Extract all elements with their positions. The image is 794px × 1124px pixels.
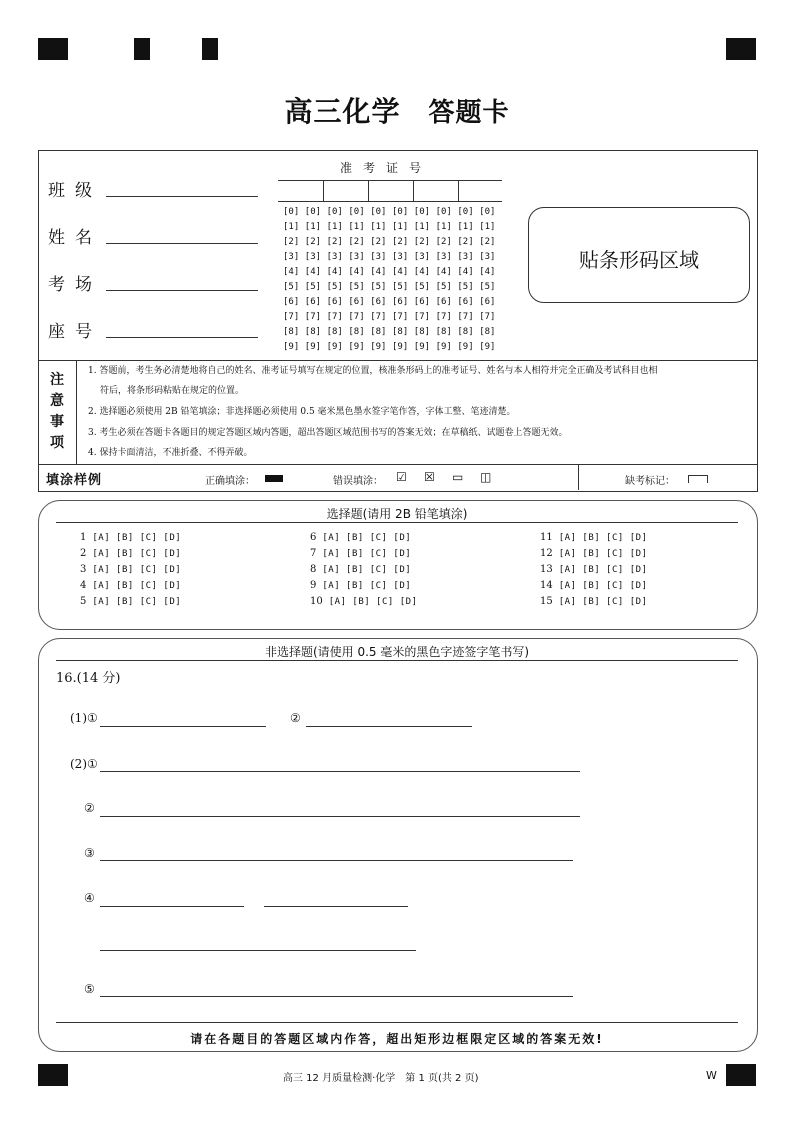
exam-number-bubble[interactable]: [9] — [413, 342, 431, 352]
choice-question-number: 15 — [540, 596, 553, 607]
divider — [56, 522, 738, 523]
choice-options[interactable]: [A] [B] [C] [D] — [558, 597, 648, 607]
choice-question-number: 6 — [310, 532, 317, 543]
page-info: 高三 12 月质量检测·化学 第 1 页(共 2 页) — [283, 1073, 479, 1084]
field-label: 姓名 — [48, 228, 102, 248]
choice-question[interactable] — [310, 564, 411, 575]
exam-number-bubble[interactable]: [2] — [435, 237, 452, 247]
choice-question-number: 3 — [80, 564, 87, 575]
exam-number-bubble[interactable]: [2] — [392, 237, 409, 247]
choice-options[interactable]: [A] [B] [C] [D] — [92, 565, 182, 575]
choice-section-title: 选择题(请用 2B 铅笔填涂) — [326, 507, 468, 521]
choice-question[interactable] — [80, 548, 181, 559]
divider — [56, 660, 738, 661]
choice-question-number: 13 — [540, 564, 553, 575]
alignment-mark — [38, 1064, 68, 1086]
choice-question[interactable] — [80, 564, 181, 575]
exam-number-bubble[interactable]: [0] — [479, 207, 496, 217]
exam-number-bubble[interactable]: [3] — [457, 252, 474, 262]
choice-question[interactable] — [540, 596, 648, 607]
exam-number-bubble[interactable]: [4] — [435, 267, 452, 277]
exam-number-bubble[interactable]: [2] — [413, 237, 431, 247]
answer-label-2-1: (2)① — [70, 757, 98, 771]
answer-area-warning: 请在各题目的答题区域内作答，超出矩形边框限定区域的答案无效! — [190, 1032, 604, 1046]
exam-number-bubble[interactable]: [0] — [435, 207, 452, 217]
exam-number-bubble[interactable]: [1] — [392, 222, 409, 232]
exam-number-bubble[interactable]: [7] — [326, 312, 343, 322]
choice-question[interactable] — [80, 580, 181, 591]
exam-number-bubble[interactable]: [9] — [479, 342, 496, 352]
exam-number-bubble[interactable]: [4] — [304, 267, 322, 277]
exam-number-bubble[interactable]: [0] — [283, 207, 300, 217]
exam-number-bubble[interactable]: [8] — [326, 327, 343, 337]
absent-mark-box[interactable] — [688, 475, 708, 483]
exam-number-bubble[interactable]: [5] — [479, 282, 496, 292]
wrong-fill-sample-partial: ▭ — [452, 470, 464, 484]
exam-number-bubble[interactable]: [8] — [392, 327, 409, 337]
wrong-fill-sample-half: ◫ — [480, 470, 492, 484]
choice-options[interactable]: [A] [B] [C] [D] — [322, 581, 412, 591]
exam-number-bubble[interactable]: [1] — [413, 222, 431, 232]
choice-question-number: 11 — [540, 532, 553, 543]
exam-number-bubble[interactable]: [7] — [435, 312, 452, 322]
exam-number-bubble[interactable]: [2] — [304, 237, 322, 247]
exam-number-bubble[interactable]: [9] — [370, 342, 387, 352]
choice-options[interactable]: [A] [B] [C] [D] — [322, 565, 412, 575]
fill-sample-label: 填涂样例 — [46, 473, 103, 488]
exam-number-bubble[interactable]: [3] — [370, 252, 387, 262]
choice-question-number: 7 — [310, 548, 317, 559]
answer-line-2-5[interactable] — [100, 996, 573, 997]
exam-number-bubble[interactable]: [1] — [283, 222, 300, 232]
exam-number-bubble[interactable]: [2] — [370, 237, 387, 247]
alignment-mark — [202, 38, 218, 60]
exam-number-bubble[interactable]: [1] — [304, 222, 322, 232]
absent-mark-label: 缺考标记： — [625, 476, 675, 487]
answer-line-2-1[interactable] — [100, 771, 580, 772]
divider — [578, 464, 579, 490]
field-input-line[interactable] — [106, 243, 258, 244]
exam-number-bubble[interactable]: [9] — [283, 342, 300, 352]
exam-number-cell-divider — [323, 180, 324, 201]
exam-number-bubble[interactable]: [5] — [457, 282, 474, 292]
exam-number-bubble[interactable]: [2] — [348, 237, 365, 247]
exam-number-bubble[interactable]: [0] — [348, 207, 365, 217]
exam-number-bubble[interactable]: [1] — [348, 222, 365, 232]
exam-number-bubble[interactable]: [8] — [283, 327, 300, 337]
exam-number-cell-divider — [458, 180, 459, 201]
barcode-area — [528, 207, 750, 303]
exam-number-bubble[interactable]: [6] — [370, 297, 387, 307]
choice-options[interactable]: [A] [B] [C] [D] — [92, 533, 182, 543]
answer-label-1-2: ② — [290, 711, 301, 725]
choice-question[interactable] — [310, 532, 411, 543]
exam-number-bubble[interactable]: [7] — [392, 312, 409, 322]
exam-number-bubble[interactable]: [7] — [413, 312, 431, 322]
choice-options[interactable]: [A] [B] [C] [D] — [92, 581, 182, 591]
title-main: 高三化学 — [284, 95, 401, 128]
exam-number-bubble[interactable]: [4] — [457, 267, 474, 277]
exam-number-bubble[interactable]: [2] — [457, 237, 474, 247]
answer-line-2-3[interactable] — [100, 860, 573, 861]
alignment-mark — [38, 38, 68, 60]
alignment-mark — [134, 38, 150, 60]
exam-number-bubble[interactable]: [9] — [457, 342, 474, 352]
alignment-mark — [726, 38, 756, 60]
answer-label-2-2: ② — [84, 801, 95, 815]
exam-number-bubble[interactable]: [9] — [326, 342, 343, 352]
exam-number-bubble[interactable]: [0] — [304, 207, 322, 217]
exam-number-bubble[interactable]: [2] — [326, 237, 343, 247]
choice-options[interactable]: [A] [B] [C] [D] — [558, 581, 648, 591]
field-label: 考场 — [48, 275, 102, 295]
choice-question-number: 8 — [310, 564, 317, 575]
exam-number-bubble[interactable]: [5] — [348, 282, 365, 292]
exam-number-bubble[interactable]: [1] — [435, 222, 452, 232]
exam-number-bubble[interactable]: [8] — [413, 327, 431, 337]
exam-number-bubble[interactable]: [1] — [479, 222, 496, 232]
exam-number-bubble[interactable]: [0] — [457, 207, 474, 217]
exam-number-bubble[interactable]: [5] — [392, 282, 409, 292]
exam-number-bubble[interactable]: [7] — [370, 312, 387, 322]
alignment-mark — [726, 1064, 756, 1086]
exam-number-bubble[interactable]: [0] — [326, 207, 343, 217]
choice-question-number: 14 — [540, 580, 553, 591]
notice-item: 3. 考生必须在答题卡各题目的规定答题区域内答题，超出答题区域范围书写的答案无效；在草稿纸、试题卷上答题无效。 — [88, 428, 568, 438]
exam-number-bubble[interactable]: [4] — [392, 267, 409, 277]
notice-heading: 注 意 事 项 — [50, 372, 64, 451]
choice-question-number: 9 — [310, 580, 317, 591]
choice-question[interactable] — [540, 548, 648, 559]
exam-number-bubble[interactable]: [2] — [283, 237, 300, 247]
choice-options[interactable]: [A] [B] [C] [D] — [558, 549, 648, 559]
choice-question[interactable] — [540, 580, 648, 591]
exam-number-bubble[interactable]: [0] — [370, 207, 387, 217]
exam-number-bubble[interactable]: [6] — [304, 297, 322, 307]
exam-number-bubble[interactable]: [6] — [392, 297, 409, 307]
exam-number-bubble[interactable]: [3] — [348, 252, 365, 262]
choice-options[interactable]: [A] [B] [C] [D] — [322, 549, 412, 559]
choice-question[interactable] — [310, 596, 418, 607]
exam-number-bubble[interactable]: [5] — [283, 282, 300, 292]
field-input-line[interactable] — [106, 196, 258, 197]
exam-number-bubble[interactable]: [5] — [370, 282, 387, 292]
exam-number-bubble[interactable]: [7] — [479, 312, 496, 322]
choice-question[interactable] — [80, 596, 181, 607]
answer-label-2-3: ③ — [84, 846, 95, 860]
divider — [38, 464, 757, 465]
exam-number-bubble[interactable]: [3] — [283, 252, 300, 262]
exam-number-bubble[interactable]: [6] — [348, 297, 365, 307]
exam-number-cell-divider — [413, 180, 414, 201]
exam-number-bubble[interactable]: [8] — [304, 327, 322, 337]
notice-item: 4. 保持卡面清洁，不准折叠、不得弄破。 — [88, 448, 253, 458]
version-letter: W — [706, 1069, 717, 1082]
exam-number-bubble[interactable]: [8] — [457, 327, 474, 337]
exam-number-bubble[interactable]: [1] — [370, 222, 387, 232]
divider — [76, 360, 77, 464]
exam-number-bubble[interactable]: [5] — [435, 282, 452, 292]
exam-number-bubble[interactable]: [4] — [348, 267, 365, 277]
exam-number-bubble[interactable]: [6] — [326, 297, 343, 307]
exam-number-bubble[interactable]: [5] — [304, 282, 322, 292]
exam-number-bubble[interactable]: [7] — [348, 312, 365, 322]
exam-number-bubble[interactable]: [1] — [457, 222, 474, 232]
exam-number-bubble[interactable]: [0] — [392, 207, 409, 217]
exam-number-bubble[interactable]: [5] — [413, 282, 431, 292]
barcode-label: 贴条形码区域 — [579, 248, 699, 272]
choice-question-number: 2 — [80, 548, 87, 559]
notice-item: 符后，将条形码粘贴在规定的位置。 — [100, 386, 245, 396]
exam-number-bubble[interactable]: [4] — [326, 267, 343, 277]
exam-number-bubble[interactable]: [4] — [370, 267, 387, 277]
exam-number-bubble[interactable]: [4] — [479, 267, 496, 277]
choice-question-number: 12 — [540, 548, 553, 559]
choice-options[interactable]: [A] [B] [C] [D] — [558, 565, 648, 575]
answer-line-1-2[interactable] — [306, 726, 472, 727]
page-title — [0, 90, 794, 130]
exam-number-bubble[interactable]: [9] — [348, 342, 365, 352]
choice-options[interactable]: [A] [B] [C] [D] — [92, 597, 182, 607]
choice-question-number: 10 — [310, 596, 323, 607]
field-input-line[interactable] — [106, 290, 258, 291]
divider — [56, 1022, 738, 1023]
answer-line-2-4b[interactable] — [264, 906, 408, 907]
exam-number-bubble[interactable]: [7] — [283, 312, 300, 322]
exam-number-bubble[interactable]: [6] — [435, 297, 452, 307]
exam-number-bubble[interactable]: [9] — [392, 342, 409, 352]
choice-question[interactable] — [540, 532, 648, 543]
exam-number-bubble[interactable]: [8] — [370, 327, 387, 337]
divider — [38, 360, 757, 361]
exam-number-bubble[interactable]: [7] — [304, 312, 322, 322]
correct-fill-label: 正确填涂： — [205, 476, 255, 487]
choice-question[interactable] — [540, 564, 648, 575]
exam-number-cell-divider — [368, 180, 369, 201]
choice-options[interactable]: [A] [B] [C] [D] — [322, 533, 412, 543]
exam-number-bubble[interactable]: [3] — [392, 252, 409, 262]
exam-number-bubble[interactable]: [6] — [413, 297, 431, 307]
exam-number-bubble[interactable]: [2] — [479, 237, 496, 247]
exam-number-bubble[interactable]: [0] — [413, 207, 431, 217]
exam-number-bubble[interactable]: [4] — [283, 267, 300, 277]
exam-number-bubble[interactable]: [7] — [457, 312, 474, 322]
choice-question-number: 1 — [80, 532, 87, 543]
question-16-title: 16.(14 分) — [56, 671, 121, 686]
correct-fill-sample — [265, 475, 283, 482]
exam-number-bubble[interactable]: [6] — [457, 297, 474, 307]
choice-question-number: 5 — [80, 596, 87, 607]
exam-number-bubble[interactable]: [3] — [304, 252, 322, 262]
exam-number-bubble[interactable]: [6] — [479, 297, 496, 307]
exam-number-bubble[interactable]: [6] — [283, 297, 300, 307]
nonchoice-section-title: 非选择题(请使用 0.5 毫米的黑色字迹签字笔书写) — [264, 645, 530, 659]
field-input-line[interactable] — [106, 337, 258, 338]
answer-label-1-1: (1)① — [70, 711, 98, 725]
choice-options[interactable]: [A] [B] [C] [D] — [328, 597, 418, 607]
exam-number-bubble[interactable]: [8] — [435, 327, 452, 337]
choice-question[interactable] — [310, 548, 411, 559]
exam-number-bubble[interactable]: [5] — [326, 282, 343, 292]
answer-line-2-4a[interactable] — [100, 906, 244, 907]
exam-number-bubble[interactable]: [3] — [479, 252, 496, 262]
title-sub: 答题卡 — [428, 98, 510, 128]
notice-item: 1. 答题前，考生务必清楚地将自己的姓名、准考证号填写在规定的位置，核准条形码上的准考证号、姓名与本人相符并完全正确及考试科目也相 — [88, 366, 658, 376]
choice-question-number: 4 — [80, 580, 87, 591]
answer-line-2-4c[interactable] — [100, 950, 416, 951]
exam-number-bubble[interactable]: [4] — [413, 267, 431, 277]
exam-number-bubble[interactable]: [9] — [435, 342, 452, 352]
nonchoice-section — [38, 638, 758, 1052]
exam-number-bubble[interactable]: [3] — [326, 252, 343, 262]
choice-question[interactable] — [310, 580, 411, 591]
wrong-fill-sample-cross: ☒ — [424, 470, 435, 484]
wrong-fill-sample-check: ☑ — [396, 470, 407, 484]
exam-number-bubble[interactable]: [8] — [479, 327, 496, 337]
answer-line-2-2[interactable] — [100, 816, 580, 817]
field-label: 班级 — [48, 181, 102, 201]
notice-item: 2. 选择题必须使用 2B 铅笔填涂；非选择题必须使用 0.5 毫米黑色墨水签字笔作答，字体工整、笔迹清楚。 — [88, 407, 516, 417]
exam-number-input-row[interactable] — [278, 180, 502, 202]
choice-options[interactable]: [A] [B] [C] [D] — [92, 549, 182, 559]
answer-line-1-1[interactable] — [100, 726, 266, 727]
field-label: 座号 — [48, 322, 102, 342]
choice-options[interactable]: [A] [B] [C] [D] — [558, 533, 648, 543]
exam-number-bubble[interactable]: [8] — [348, 327, 365, 337]
answer-label-2-5: ⑤ — [84, 982, 95, 996]
exam-number-bubble[interactable]: [9] — [304, 342, 322, 352]
wrong-fill-label: 错误填涂： — [333, 476, 383, 487]
exam-number-bubble[interactable]: [3] — [413, 252, 431, 262]
exam-number-title: 准考证号 — [340, 161, 433, 175]
exam-number-bubble[interactable]: [3] — [435, 252, 452, 262]
answer-label-2-4: ④ — [84, 891, 95, 905]
choice-question[interactable] — [80, 532, 181, 543]
exam-number-bubble[interactable]: [1] — [326, 222, 343, 232]
